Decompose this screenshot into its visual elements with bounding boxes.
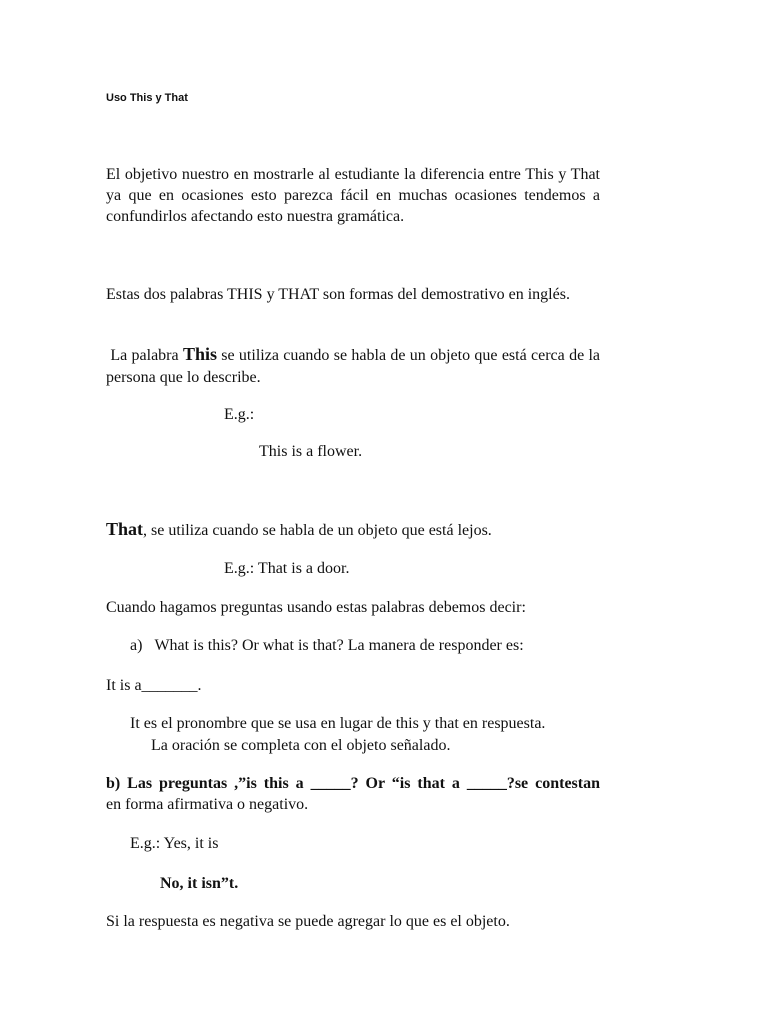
list-item-a bbox=[130, 636, 524, 656]
this-paragraph bbox=[106, 343, 600, 389]
questions-intro: Cuando hagamos preguntas usando estas palabras debemos decir: bbox=[106, 599, 526, 616]
this-word: This bbox=[182, 344, 217, 364]
this-rest-text: se utiliza cuando se habla de un objeto que está cerca de la persona que lo describe. bbox=[106, 347, 601, 386]
this-example: This is a flower. bbox=[259, 443, 363, 460]
list-item-b-continued: en forma afirmativa o negativo. bbox=[106, 796, 309, 813]
eg-label: E.g.: bbox=[224, 406, 255, 423]
that-rest-text: , se utiliza cuando se habla de un objeto que está lejos. bbox=[143, 522, 492, 539]
list-text-a: What is this? Or what is that? La manera de responder es: bbox=[154, 637, 524, 654]
demonstratives-paragraph: Estas dos palabras THIS y THAT son formas del demostrativo en inglés. bbox=[106, 286, 570, 303]
this-intro-text: La palabra bbox=[110, 347, 179, 364]
yes-example: E.g.: Yes, it is bbox=[130, 835, 219, 852]
list-item-b: b) Las preguntas ,”is this a _____? Or “is that a _____?se contestan bbox=[106, 775, 600, 792]
intro-paragraph: El objetivo nuestro en mostrarle al estudiante la diferencia entre This y That ya que en ocasiones esto parezca fácil en muchas ocasiones tendemos a confundirlos afectando esto nuestra gramática. bbox=[106, 166, 600, 225]
list-marker-a: a) bbox=[130, 637, 143, 654]
no-example: No, it isn”t. bbox=[160, 875, 239, 892]
document-title: Uso This y That bbox=[106, 92, 188, 104]
that-paragraph bbox=[106, 519, 492, 541]
answer-template: It is a_______. bbox=[106, 677, 202, 694]
that-example: E.g.: That is a door. bbox=[224, 560, 350, 577]
pronoun-line-2: La oración se completa con el objeto señalado. bbox=[151, 737, 451, 754]
pronoun-line-1: It es el pronombre que se usa en lugar de this y that en respuesta. bbox=[130, 715, 546, 732]
negative-note: Si la respuesta es negativa se puede agregar lo que es el objeto. bbox=[106, 913, 510, 930]
that-word: That bbox=[106, 519, 144, 539]
